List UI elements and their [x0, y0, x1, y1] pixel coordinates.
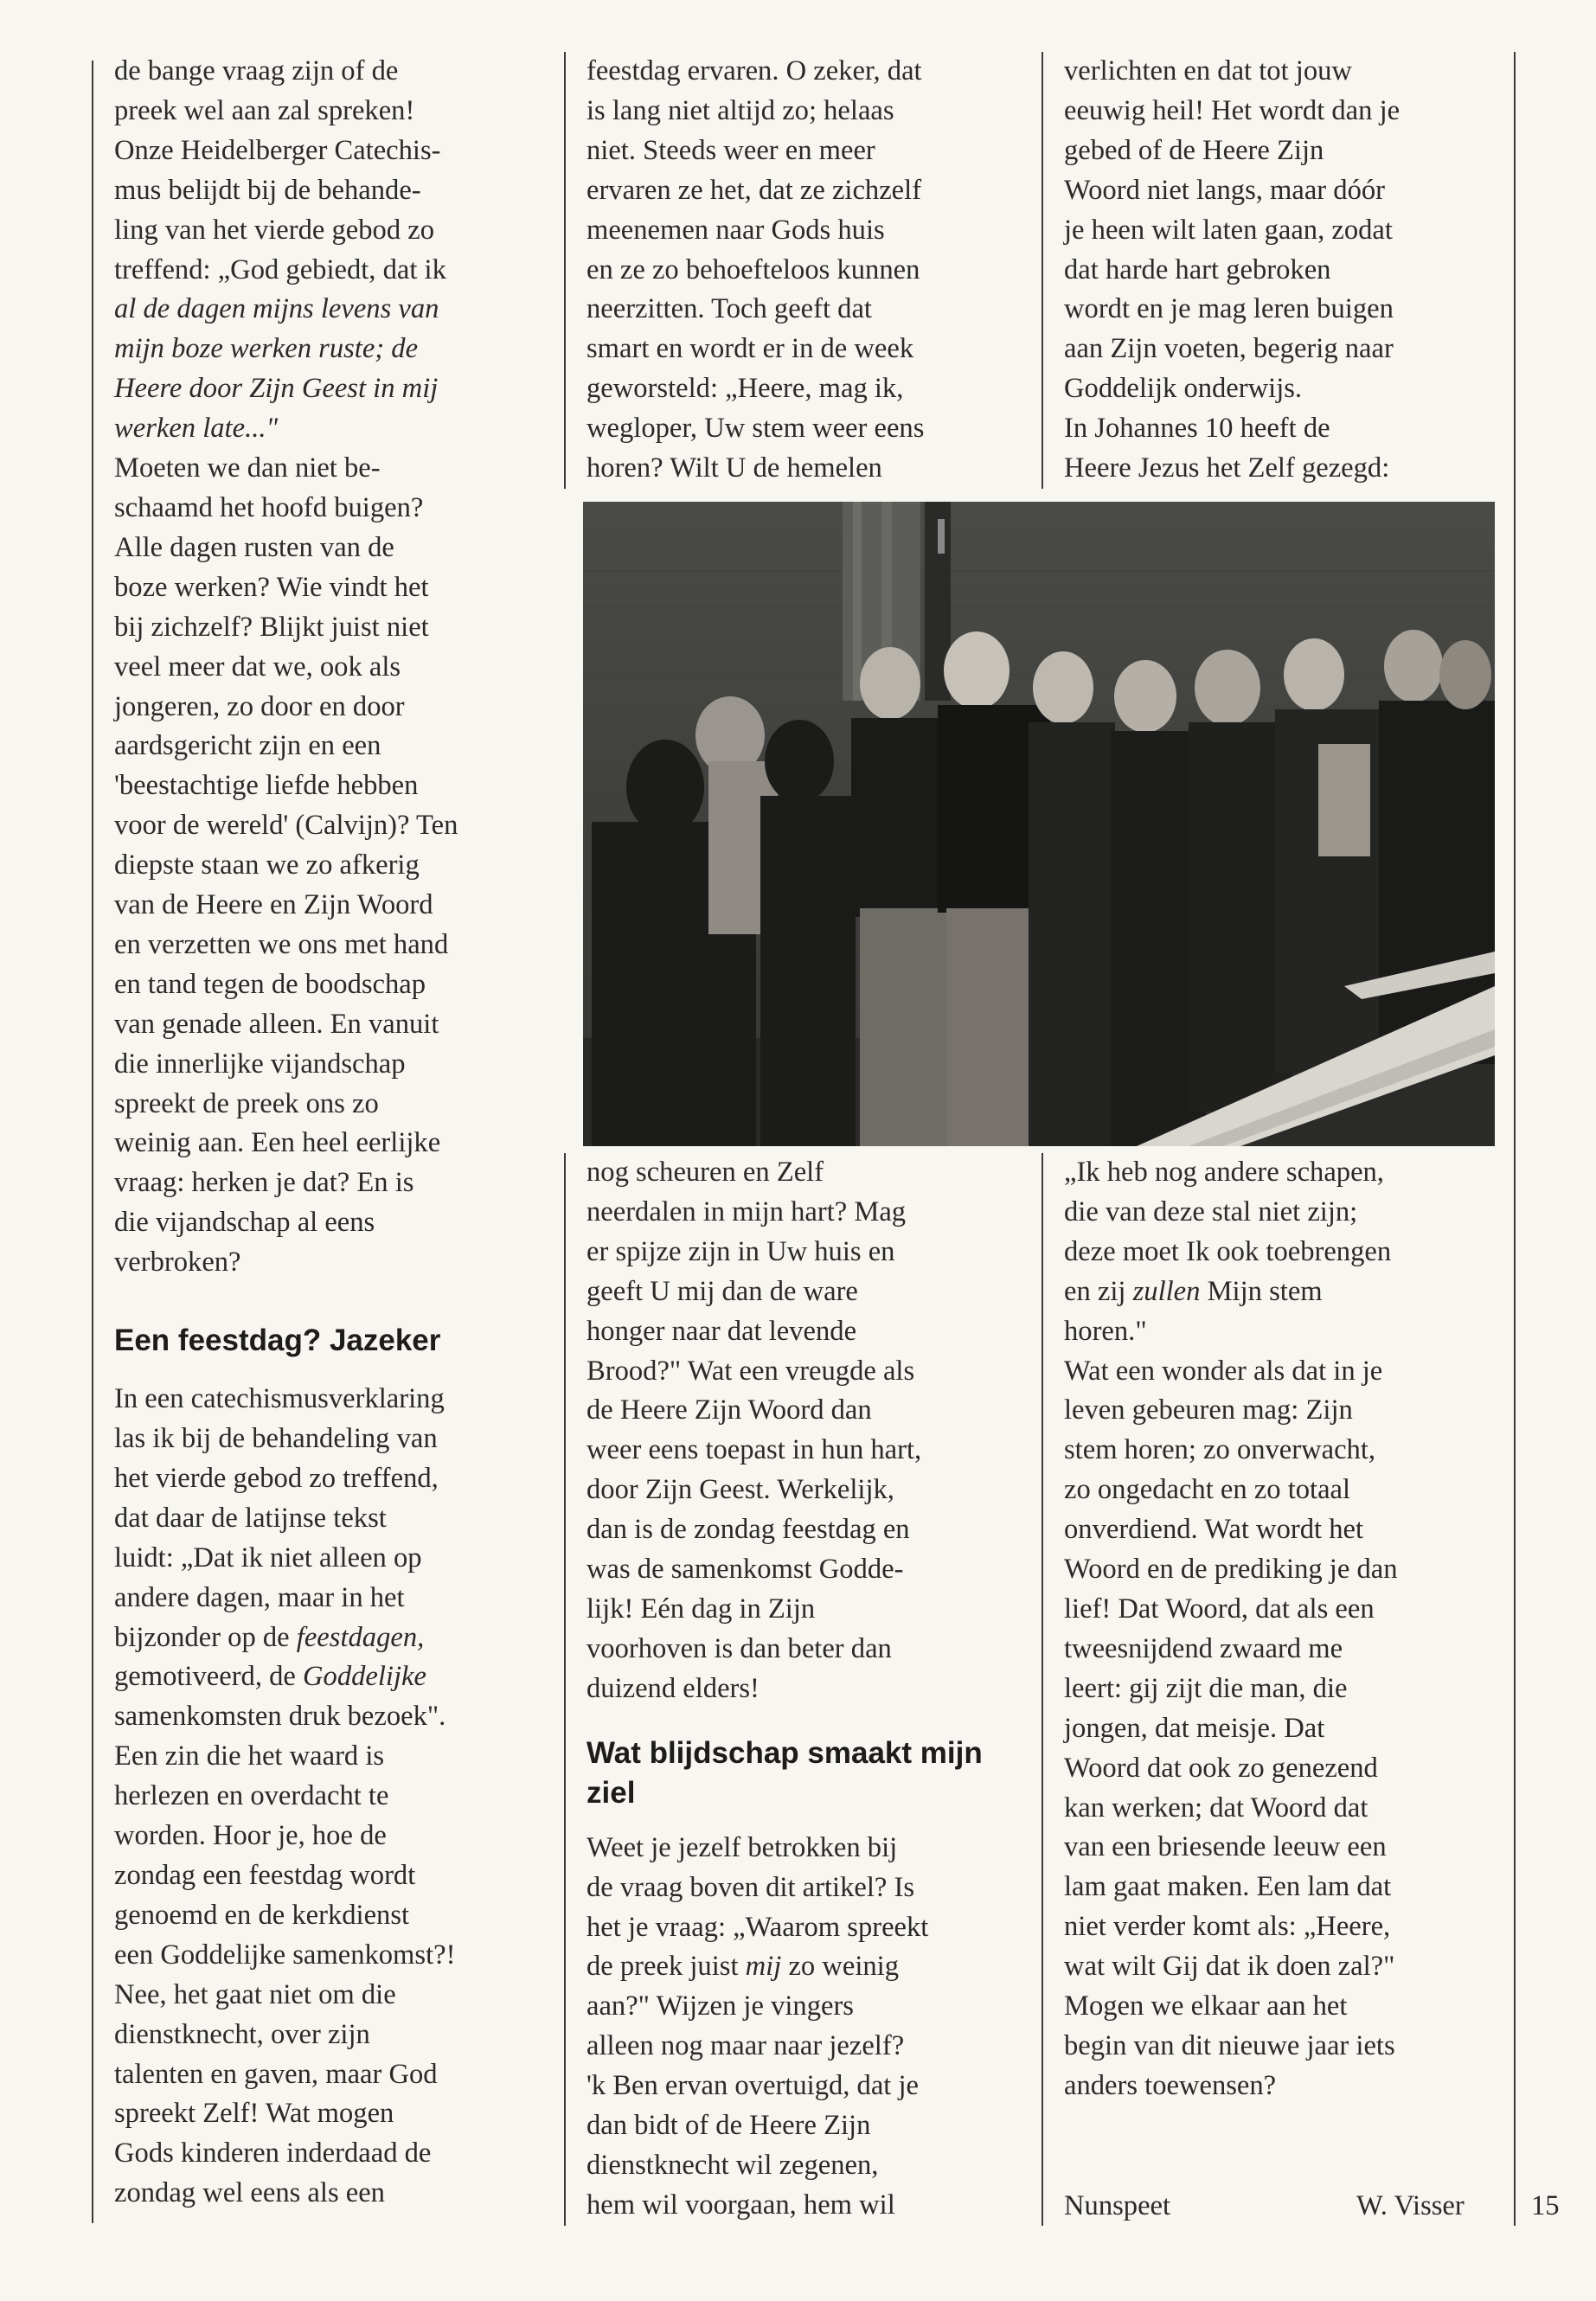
text-line: 'k Ben ervan overtuigd, dat je [586, 2070, 920, 2102]
text-line: meenemen naar Gods huis [586, 214, 885, 246]
text-line: spreekt de preek ons zo [114, 1087, 379, 1119]
text-line: 'beestachtige liefde hebben [114, 770, 419, 802]
text-line: jongen, dat meisje. Dat [1064, 1712, 1325, 1744]
column-rule-right-bottom [1042, 1153, 1043, 2226]
col2-paragraph-1 [586, 1153, 1019, 1709]
text-line: de vraag boven dit artikel? Is [586, 1871, 915, 1903]
text-line: het je vraag: „Waarom spreekt [586, 1911, 929, 1943]
text-line: niet verder komt als: „Heere, [1064, 1911, 1391, 1943]
column-1 [114, 52, 538, 2214]
text-line: honger naar dat levende [586, 1315, 857, 1347]
text-line: deze moet Ik ook toebrengen [1064, 1235, 1392, 1267]
text-line: ling van het vierde gebod zo [114, 214, 435, 246]
column-3-top [1064, 52, 1488, 489]
text-line: de bange vraag zijn of de [114, 55, 399, 87]
text-line: Brood?" Wat een vreugde als [586, 1355, 915, 1387]
text-line: lief! Dat Woord, dat als een [1064, 1593, 1375, 1625]
text-line: anders toewensen? [1064, 2069, 1277, 2101]
text-line: neerdalen in mijn hart? Mag [586, 1195, 907, 1227]
text-line: verbroken? [114, 1247, 241, 1279]
column-rule-right-top [1042, 52, 1043, 489]
text-line: ervaren ze het, dat ze zichzelf [586, 174, 922, 206]
text-line: dan is de zondag feestdag en [586, 1514, 910, 1546]
text-line: dat harde hart gebroken [1064, 253, 1331, 285]
italic-quote-line: Heere door Zijn Geest in mij [114, 373, 439, 405]
column-rule-center-top [564, 52, 566, 489]
text-line: las ik bij de behandeling van [114, 1423, 438, 1454]
text-line: jongeren, zo door en door [114, 690, 405, 722]
text-line: voorhoven is dan beter dan [586, 1632, 892, 1664]
text-line: zondag een feestdag wordt [114, 1859, 416, 1891]
section-heading-feestdag: Een feestdag? Jazeker [114, 1324, 441, 1358]
text-line: Heere Jezus het Zelf gezegd: [1064, 452, 1390, 484]
text-line: genoemd en de kerkdienst [114, 1899, 410, 1931]
col2-paragraph-2 [586, 1829, 1019, 2226]
text-line: verlichten en dat tot jouw [1064, 55, 1352, 87]
text-line: Onze Heidelberger Catechis- [114, 134, 441, 166]
text-line: weinig aan. Een heel eerlijke [114, 1127, 441, 1159]
column-2-top [586, 52, 1019, 489]
text-line: preek wel aan zal spreken! [114, 94, 415, 126]
italic-quote-line: al de dagen mijns levens van [114, 293, 439, 325]
text-line: Wat een wonder als dat in je [1064, 1355, 1383, 1387]
text-line: boze werken? Wie vindt het [114, 571, 429, 603]
col1-paragraph-3 [114, 1380, 538, 2214]
text-line: Gods kinderen inderdaad de [114, 2138, 432, 2170]
text-line: feestdag ervaren. O zeker, dat [586, 55, 922, 87]
text-line: dat daar de latijnse tekst [114, 1502, 387, 1534]
text-line: nog scheuren en Zelf [586, 1157, 824, 1188]
column-rule-center-bottom [564, 1153, 566, 2226]
text-line: en ze zo behoefteloos kunnen [586, 253, 920, 285]
text-line: alleen nog maar naar jezelf? [586, 2030, 905, 2062]
text-line: bij zichzelf? Blijkt juist niet [114, 611, 429, 643]
text-line: herlezen en overdacht te [114, 1780, 389, 1812]
text-line: In Johannes 10 heeft de [1064, 413, 1330, 445]
column-rule-left [92, 61, 93, 2223]
text-line: diepste staan we zo afkerig [114, 849, 420, 881]
text-line: aan?" Wijzen je vingers [586, 1990, 854, 2022]
text-line: lam gaat maken. Een lam dat [1064, 1871, 1392, 1903]
photo-illustration [583, 502, 1495, 1146]
text-line: Een zin die het waard is [114, 1740, 385, 1772]
text-line: In een catechismusverklaring [114, 1383, 445, 1415]
text-line: dan bidt of de Heere Zijn [586, 2110, 871, 2142]
col1-paragraph-2 [114, 449, 538, 1283]
text-line: door Zijn Geest. Werkelijk, [586, 1474, 894, 1506]
text-line: voor de wereld' (Calvijn)? Ten [114, 810, 458, 842]
text-line: Woord niet langs, maar dóór [1064, 174, 1386, 206]
text-line: neerzitten. Toch geeft dat [586, 293, 872, 325]
text-line: van een briesende leeuw een [1064, 1831, 1387, 1863]
text-line: van genade alleen. En vanuit [114, 1008, 439, 1040]
text-line: van de Heere en Zijn Woord [114, 889, 433, 921]
text-line: die van deze stal niet zijn; [1064, 1195, 1358, 1227]
text-line: weer eens toepast in hun hart, [586, 1434, 922, 1466]
text-line: smart en wordt er in de week [586, 333, 914, 365]
text-line: gemotiveerd, de Goddelijke [114, 1661, 426, 1693]
text-line: geeft U mij dan de ware [586, 1275, 858, 1307]
text-line: spreekt Zelf! Wat mogen [114, 2098, 394, 2130]
text-line: bijzonder op de feestdagen, [114, 1621, 425, 1653]
text-line: luidt: „Dat ik niet alleen op [114, 1541, 422, 1574]
text-line: eeuwig heil! Het wordt dan je [1064, 94, 1401, 126]
text-line: de preek juist mij zo weinig [586, 1951, 900, 1983]
text-line: Goddelijk onderwijs. [1064, 373, 1303, 405]
text-line: „Ik heb nog andere schapen, [1064, 1157, 1384, 1188]
text-line: Weet je jezelf betrokken bij [586, 1831, 898, 1863]
text-line: Woord dat ook zo genezend [1064, 1752, 1378, 1784]
text-line: stem horen; zo onverwacht, [1064, 1434, 1376, 1466]
text-line: worden. Hoor je, hoe de [114, 1820, 387, 1852]
text-line: onverdiend. Wat wordt het [1064, 1514, 1363, 1546]
text-line: zo ongedacht en zo totaal [1064, 1474, 1351, 1506]
text-line: horen? Wilt U de hemelen [586, 452, 882, 484]
text-line: wegloper, Uw stem weer eens [586, 413, 925, 445]
text-line: veel meer dat we, ook als [114, 651, 401, 683]
col1-paragraph-1 [114, 52, 538, 449]
footer-place: Nunspeet [1064, 2190, 1171, 2221]
text-line: de Heere Zijn Woord dan [586, 1394, 872, 1426]
text-line: hem wil voorgaan, hem wil [586, 2189, 895, 2221]
text-line: aardsgericht zijn en een [114, 730, 381, 762]
italic-quote-line: werken late..." [114, 413, 279, 445]
column-3-bottom [1064, 1153, 1488, 2106]
text-line: begin van dit nieuwe jaar iets [1064, 2029, 1395, 2061]
column-2-bottom [586, 1153, 1019, 2226]
text-line: samenkomsten druk bezoek". [114, 1701, 446, 1733]
text-line: treffend: „God gebiedt, dat ik [114, 253, 446, 285]
text-line: aan Zijn voeten, begerig naar [1064, 333, 1394, 365]
text-line: die vijandschap al eens [114, 1207, 375, 1239]
text-line: Alle dagen rusten van de [114, 531, 394, 563]
page-number-rule [1514, 52, 1516, 2226]
section-heading-blijdschap: Wat blijdschap smaakt mijn ziel [586, 1735, 983, 1810]
text-line: geworsteld: „Heere, mag ik, [586, 373, 904, 405]
text-line: je heen wilt laten gaan, zodat [1064, 214, 1393, 246]
footer-author: W. Visser [1356, 2190, 1465, 2221]
text-line: wordt en je mag leren buigen [1064, 293, 1394, 325]
text-line: was de samenkomst Godde- [586, 1554, 904, 1586]
text-line: gebed of de Heere Zijn [1064, 134, 1324, 166]
page-number: 15 [1531, 2190, 1560, 2221]
group-photo [583, 502, 1495, 1146]
text-line: niet. Steeds weer en meer [586, 134, 875, 166]
text-line: duizend elders! [586, 1672, 760, 1704]
text-line: en zij zullen Mijn stem [1064, 1275, 1323, 1307]
text-line: schaamd het hoofd buigen? [114, 491, 424, 523]
text-line: er spijze zijn in Uw huis en [586, 1235, 895, 1267]
text-line: Mogen we elkaar aan het [1064, 1990, 1348, 2022]
text-line: dienstknecht wil zegenen, [586, 2149, 879, 2181]
text-line: leert: gij zijt die man, die [1064, 1672, 1348, 1704]
text-line: Woord en de prediking je dan [1064, 1554, 1398, 1586]
text-line: vraag: herken je dat? En is [114, 1167, 414, 1199]
text-line: lijk! Eén dag in Zijn [586, 1593, 816, 1625]
text-line: mus belijdt bij de behande- [114, 174, 421, 206]
text-line: een Goddelijke samenkomst?! [114, 1939, 456, 1971]
text-line: leven gebeuren mag: Zijn [1064, 1394, 1353, 1426]
text-line: dienstknecht, over zijn [114, 2018, 370, 2050]
text-line: die innerlijke vijandschap [114, 1048, 406, 1080]
text-line: is lang niet altijd zo; helaas [586, 94, 894, 126]
text-line: Nee, het gaat niet om die [114, 1978, 396, 2010]
text-line: zondag wel eens als een [114, 2177, 385, 2209]
text-line: talenten en gaven, maar God [114, 2058, 438, 2090]
text-line: wat wilt Gij dat ik doen zal?" [1064, 1951, 1395, 1983]
text-line: kan werken; dat Woord dat [1064, 1791, 1368, 1823]
text-line: horen." [1064, 1315, 1147, 1347]
text-line: Moeten we dan niet be- [114, 452, 381, 484]
text-line: andere dagen, maar in het [114, 1581, 405, 1613]
text-line: tweesnijdend zwaard me [1064, 1632, 1343, 1664]
text-line: en tand tegen de boodschap [114, 968, 426, 1000]
text-line: en verzetten we ons met hand [114, 928, 449, 960]
text-line: het vierde gebod zo treffend, [114, 1462, 439, 1494]
italic-quote-line: mijn boze werken ruste; de [114, 333, 419, 365]
